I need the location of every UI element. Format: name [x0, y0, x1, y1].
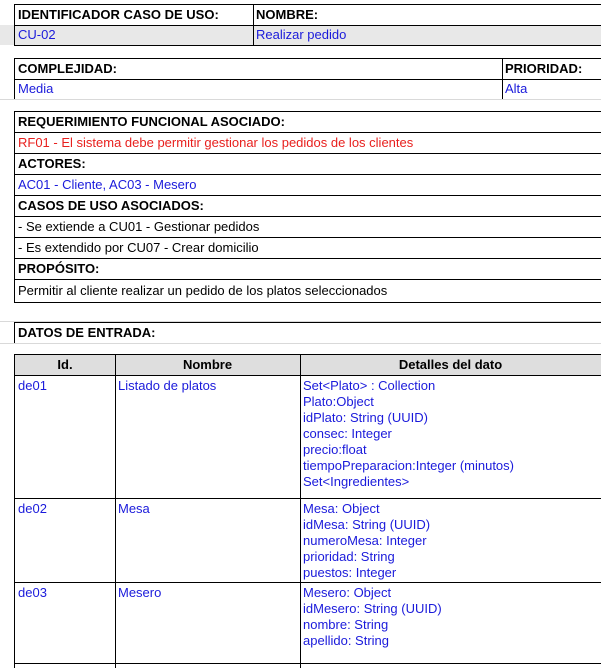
border — [14, 322, 601, 323]
border — [300, 354, 301, 668]
row-detail-line[interactable]: idMesa: String (UUID) — [303, 517, 431, 532]
row-detail-line[interactable]: Set<Plato> : Collection — [303, 378, 436, 393]
input-data-label: DATOS DE ENTRADA: — [18, 325, 156, 340]
name-value[interactable]: Realizar pedido — [256, 27, 347, 42]
border — [14, 58, 601, 59]
id-value[interactable]: CU-02 — [18, 27, 56, 42]
row-detail-line[interactable]: Mesa: Object — [303, 501, 380, 516]
border — [14, 132, 601, 133]
border — [14, 216, 601, 217]
border — [14, 302, 601, 303]
border — [14, 4, 15, 45]
row-name[interactable]: Mesero — [118, 585, 162, 600]
row-detail-line[interactable]: idMesero: String (UUID) — [303, 601, 442, 616]
row-detail-line[interactable]: idPlato: String (UUID) — [303, 410, 428, 425]
border — [14, 111, 601, 112]
border — [14, 279, 601, 280]
use-case-item-text[interactable]: - Se extiende a CU01 - Gestionar pedidos — [18, 219, 260, 234]
border — [14, 58, 15, 99]
border — [14, 322, 15, 343]
border — [14, 153, 601, 154]
input-data-label-row — [0, 322, 601, 343]
border — [14, 354, 15, 668]
gridline — [0, 99, 601, 100]
purpose-value[interactable]: Permitir al cliente realizar un pedido de los platos seleccionados — [18, 283, 388, 298]
complexity-label: COMPLEJIDAD: — [18, 61, 117, 76]
row-id[interactable]: de02 — [18, 501, 47, 516]
border — [14, 4, 601, 5]
border — [14, 258, 601, 259]
row-name[interactable]: Mesa — [118, 501, 150, 516]
border — [14, 195, 601, 196]
border — [14, 79, 601, 80]
id-label: IDENTIFICADOR CASO DE USO: — [18, 7, 219, 22]
row-detail-line[interactable]: apellido: String — [303, 633, 389, 648]
use-case-item-text[interactable]: - Es extendido por CU07 - Crear domicilio — [18, 240, 259, 255]
border — [14, 111, 15, 302]
purpose-label: PROPÓSITO: — [18, 261, 100, 276]
row-detail-line[interactable]: consec: Integer — [303, 426, 392, 441]
border — [14, 45, 601, 46]
border — [14, 663, 601, 664]
priority-value[interactable]: Alta — [505, 81, 528, 96]
row-id[interactable]: de03 — [18, 585, 47, 600]
use-case-item — [0, 216, 601, 237]
actors-value[interactable]: AC01 - Cliente, AC03 - Mesero — [18, 177, 197, 192]
row-detail-line[interactable]: tiempoPreparacion:Integer (minutos) — [303, 458, 514, 473]
actors-value-row — [0, 174, 601, 195]
complexity-label-row — [0, 58, 601, 79]
priority-label: PRIORIDAD: — [505, 61, 583, 76]
requirement-value[interactable]: RF01 - El sistema debe permitir gestionar los pedidos de los clientes — [18, 135, 414, 150]
row-detail-line[interactable]: Set<Ingredientes> — [303, 474, 410, 489]
purpose-label-row — [0, 258, 601, 279]
row-id[interactable]: de01 — [18, 378, 47, 393]
use-case-item — [0, 237, 601, 258]
row-name[interactable]: Listado de platos — [118, 378, 217, 393]
row-detail-line[interactable]: numeroMesa: Integer — [303, 533, 427, 548]
use-cases-label: CASOS DE USO ASOCIADOS: — [18, 198, 204, 213]
row-detail-line[interactable]: prioridad: String — [303, 549, 395, 564]
complexity-value-row — [0, 79, 601, 99]
row-detail-line[interactable]: puestos: Integer — [303, 565, 397, 580]
border — [115, 354, 116, 668]
requirement-label-row — [0, 111, 601, 132]
name-label: NOMBRE: — [256, 7, 319, 22]
border — [502, 58, 503, 99]
row-detail-line[interactable]: nombre: String — [303, 617, 389, 632]
use-cases-label-row — [0, 195, 601, 216]
gridline — [0, 343, 601, 344]
border — [14, 25, 601, 26]
border — [14, 174, 601, 175]
border — [253, 4, 254, 45]
border — [14, 354, 601, 355]
actors-label: ACTORES: — [18, 156, 86, 171]
row-detail-line[interactable]: precio:float — [303, 442, 367, 457]
column-header-name: Nombre — [182, 357, 233, 372]
border — [14, 582, 601, 583]
complexity-value[interactable]: Media — [18, 81, 54, 96]
purpose-value-row — [0, 279, 601, 302]
actors-label-row — [0, 153, 601, 174]
header-value-row — [0, 25, 601, 45]
border — [14, 237, 601, 238]
row-detail-line[interactable]: Plato:Object — [303, 394, 374, 409]
column-header-id: Id. — [57, 357, 73, 372]
border — [14, 375, 601, 376]
requirement-label: REQUERIMIENTO FUNCIONAL ASOCIADO: — [18, 114, 285, 129]
row-detail-line[interactable]: Mesero: Object — [303, 585, 392, 600]
header-label-row — [0, 4, 601, 25]
column-header-details: Detalles del dato — [398, 357, 503, 372]
border — [14, 498, 601, 499]
requirement-value-row — [0, 132, 601, 153]
